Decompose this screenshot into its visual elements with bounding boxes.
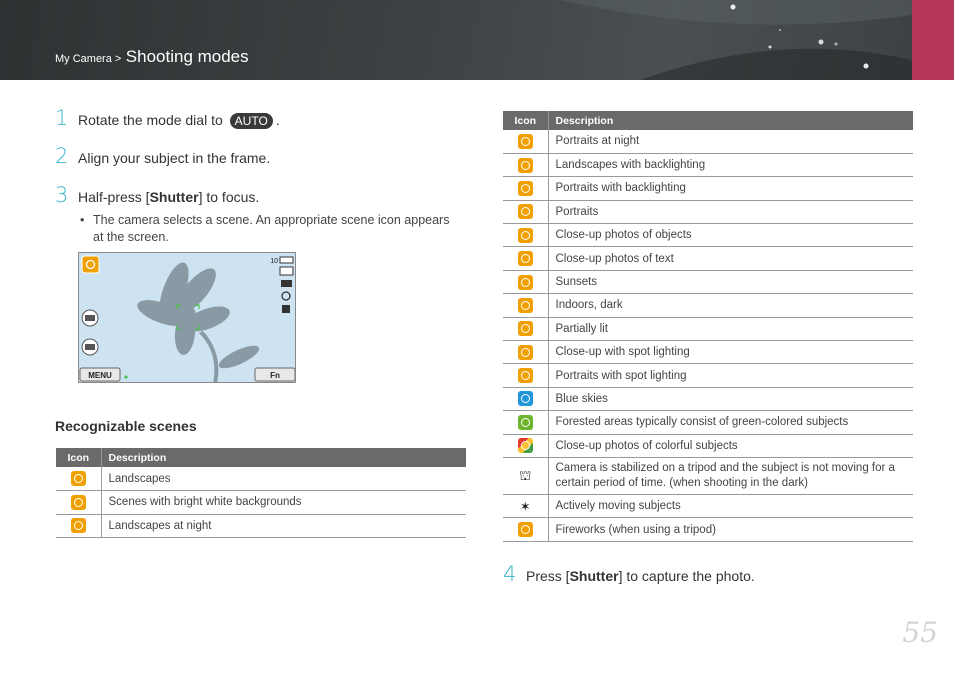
step-3-note [80,212,460,246]
icon-column-header: Icon [56,448,101,467]
breadcrumb-current: Shooting modes [125,47,249,66]
table-row [503,518,913,541]
step-4 [503,562,755,586]
landscape-icon [71,471,86,486]
note-text: The camera selects a scene. An appropriate scene icon appears at the screen. [93,213,450,244]
fireworks-icon [518,522,533,537]
bullet-dot: • [80,213,85,227]
step-number: 2 [55,144,69,168]
macro-color-icon [518,438,533,453]
macro-icon [518,228,533,243]
icon-cell [56,491,101,515]
table-row [503,177,913,200]
sunset-icon [518,275,533,290]
table-header-row [503,111,913,130]
description-cell: Partially lit [548,317,913,340]
table-row [503,411,913,434]
macro-text-icon [518,251,533,266]
description-cell: Landscapes [101,467,466,491]
shutter-label: Shutter [569,568,619,584]
table-row [56,491,466,515]
icon-cell [503,153,548,176]
description-column-header: Description [101,448,466,467]
header-decoration [0,0,954,80]
fn-button-label: Fn [270,371,280,380]
step-text-end: . [275,112,280,128]
table-row [503,341,913,364]
icon-cell [56,467,101,491]
icon-cell [503,294,548,317]
step-text: Align your subject in the frame. [78,150,271,166]
icon-cell [503,130,548,153]
step-number: 3 [55,183,69,207]
page-number: 55 [902,616,938,649]
step-1 [55,106,280,130]
white-background-icon [71,495,86,510]
step-number: 1 [55,106,69,130]
table-row [503,434,913,457]
table-row [503,224,913,247]
icon-cell [503,364,548,387]
icon-cell [503,494,548,517]
description-cell: Close-up photos of colorful subjects [548,434,913,457]
description-cell: Camera is stabilized on a tripod and the subject is not moving for a certain period of time. (when shooting in the dark) [548,457,913,494]
table-row [503,364,913,387]
description-column-header: Description [548,111,913,130]
table-row [503,130,913,153]
table-row [503,270,913,293]
table-row [503,317,913,340]
description-cell: Close-up with spot lighting [548,341,913,364]
description-cell: Indoors, dark [548,294,913,317]
breadcrumb-parent[interactable]: My Camera > [55,53,122,65]
table-row [503,247,913,270]
icon-cell [503,177,548,200]
night-portrait-icon [518,134,533,149]
icon-cell [503,341,548,364]
table-row [56,514,466,538]
portrait-icon [518,204,533,219]
header-accent-bar [912,0,954,80]
icon-cell [56,514,101,538]
description-cell: Fireworks (when using a tripod) [548,518,913,541]
forest-icon [518,415,533,430]
icon-cell [503,457,548,494]
description-cell: Forested areas typically consist of green-colored subjects [548,411,913,434]
step-text: Half-press [ [78,189,150,205]
description-cell: Landscapes at night [101,514,466,538]
portrait-spotlight-icon [518,368,533,383]
step-number: 4 [503,562,517,586]
step-text-end: ] to focus. [198,189,260,205]
icon-cell [503,411,548,434]
icon-cell [503,434,548,457]
night-landscape-icon [71,518,86,533]
icon-column-header: Icon [503,111,548,130]
flower-scene [79,253,296,383]
shutter-label: Shutter [149,189,199,205]
backlight-landscape-icon [518,158,533,173]
menu-button-label: MENU [88,371,112,380]
description-cell: Portraits with spot lighting [548,364,913,387]
description-cell: Close-up photos of objects [548,224,913,247]
icon-cell [503,200,548,223]
description-cell: Portraits with backlighting [548,177,913,200]
icon-cell [503,247,548,270]
icon-cell [503,317,548,340]
description-cell: Scenes with bright white backgrounds [101,491,466,515]
table-row [503,457,913,494]
page-header [0,0,954,80]
table-row [56,467,466,491]
step-3 [55,183,259,207]
description-cell: Portraits [548,200,913,223]
description-cell: Landscapes with backlighting [548,153,913,176]
backlight-portrait-icon [518,181,533,196]
breadcrumb [55,47,249,67]
macro-spotlight-icon [518,345,533,360]
table-row [503,494,913,517]
action-icon: ✶ [519,498,531,514]
step-text-end: ] to capture the photo. [618,568,755,584]
step-text: Press [ [526,568,570,584]
icon-cell [503,387,548,410]
table-row [503,387,913,410]
indoor-dark-icon [518,298,533,313]
table-row [503,200,913,223]
icon-cell [503,518,548,541]
section-title: Recognizable scenes [55,418,197,434]
table-row [503,294,913,317]
icon-cell [503,270,548,293]
shot-counter: 10 [270,258,278,265]
table-header-row [56,448,466,467]
description-cell: Sunsets [548,270,913,293]
description-cell: Actively moving subjects [548,494,913,517]
description-cell: Blue skies [548,387,913,410]
step-2 [55,144,270,168]
scene-table-left [56,448,466,538]
step-text: Rotate the mode dial to [78,112,223,128]
description-cell: Portraits at night [548,130,913,153]
blue-sky-icon [518,391,533,406]
icon-cell [503,224,548,247]
scene-table-right [503,111,913,542]
table-row [503,153,913,176]
auto-mode-badge: AUTO [230,113,273,129]
partially-lit-icon [518,321,533,336]
tripod-icon: ⛫ [519,468,532,484]
description-cell: Close-up photos of text [548,247,913,270]
camera-screen-illustration [78,252,296,383]
